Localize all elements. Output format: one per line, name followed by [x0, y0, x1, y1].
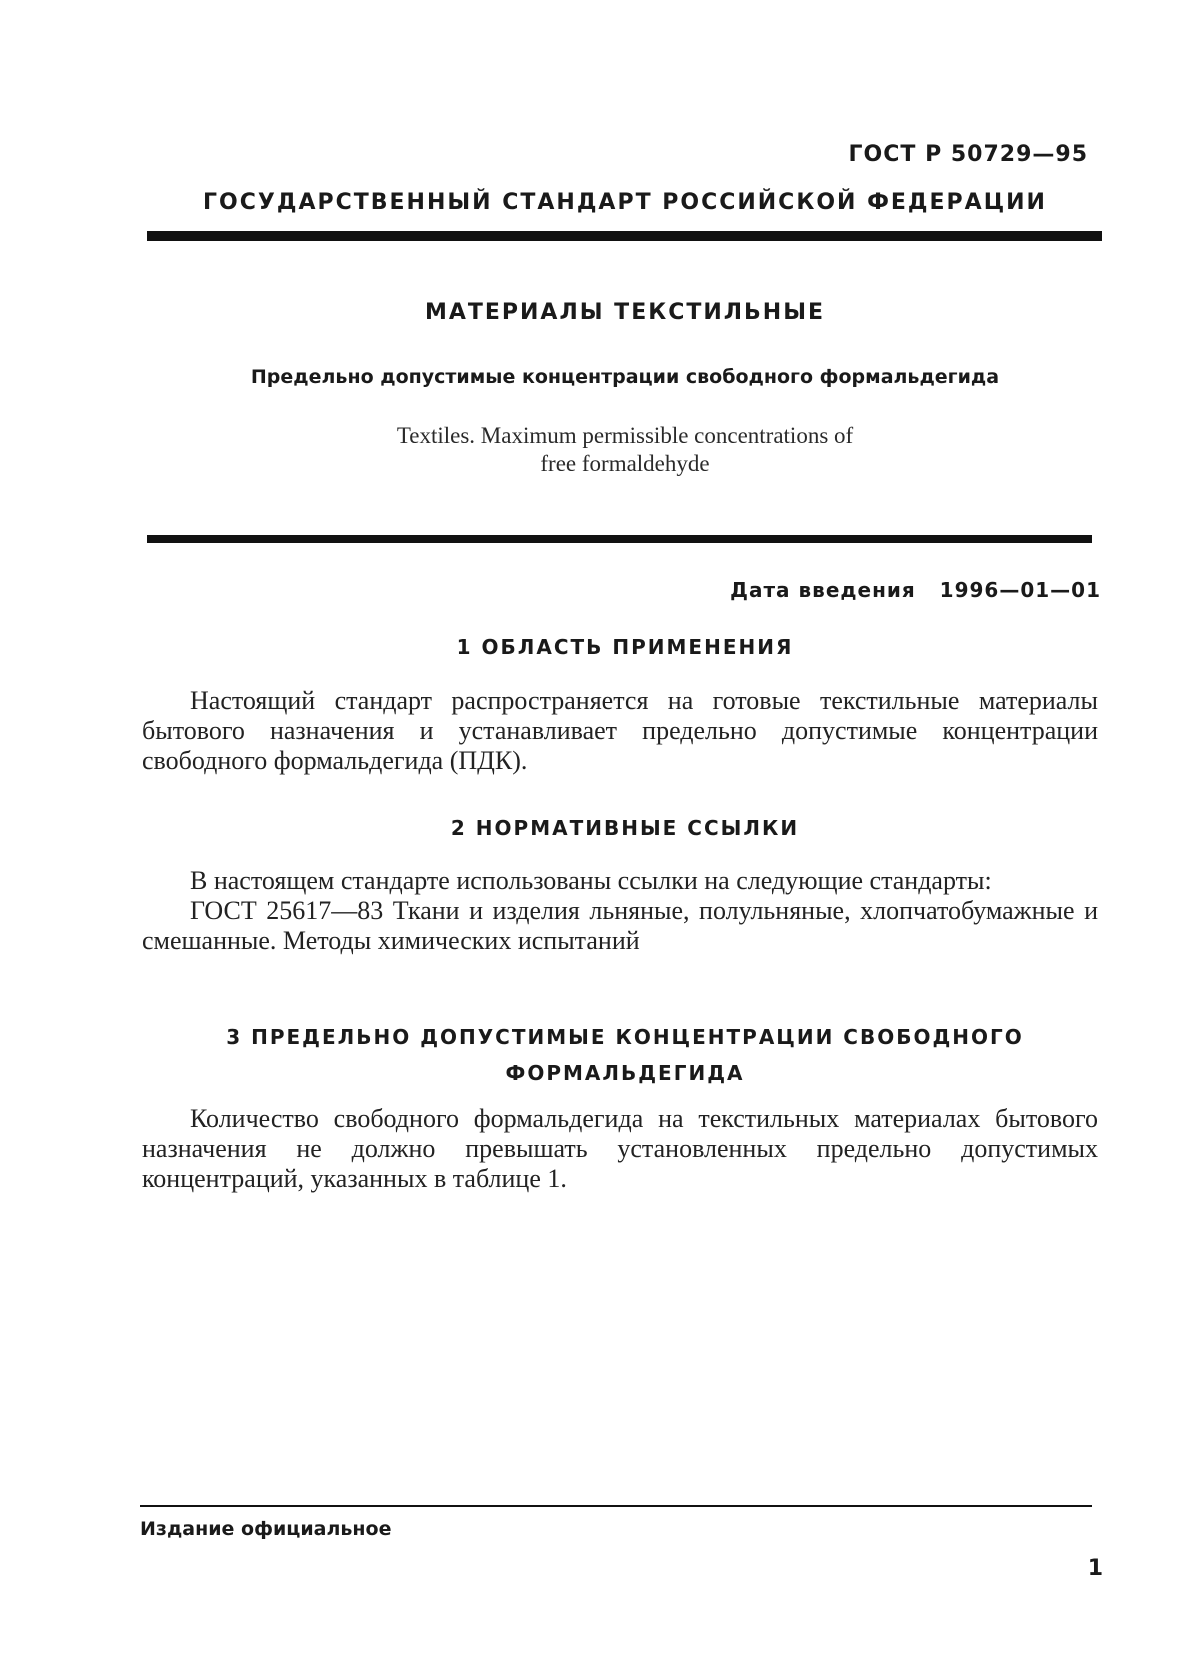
- gost-code: ГОСТ Р 50729—95: [848, 142, 1088, 167]
- section-1-heading: 1 ОБЛАСТЬ ПРИМЕНЕНИЯ: [456, 635, 794, 659]
- state-standard-title: ГОСУДАРСТВЕННЫЙ СТАНДАРТ РОССИЙСКОЙ ФЕДЕРАЦИИ: [203, 190, 1047, 215]
- english-title-line-2: free formaldehyde: [540, 451, 710, 476]
- header-rule: [147, 231, 1102, 241]
- english-title-line-1: Textiles. Maximum permissible concentrations of: [396, 423, 854, 448]
- footer-rule: [140, 1505, 1092, 1507]
- section-2-body: [142, 866, 1098, 956]
- intro-date-value: 1996—01—01: [939, 578, 1101, 602]
- document-subtitle: Предельно допустимые концентрации свободного формальдегида: [250, 366, 1000, 388]
- section-3-heading-line-1: 3 ПРЕДЕЛЬНО ДОПУСТИМЫЕ КОНЦЕНТРАЦИИ СВОБОДНОГО: [226, 1025, 1024, 1049]
- page-number: 1: [1087, 1556, 1103, 1581]
- edition-note: Издание официальное: [140, 1518, 392, 1540]
- section-1-text: Настоящий стандарт распространяется на готовые текстильные материалы бытового назначения и устанавливает предельно допустимые концентрации свободного формальдегида (ПДК).: [142, 686, 1098, 775]
- document-title: МАТЕРИАЛЫ ТЕКСТИЛЬНЫЕ: [424, 300, 826, 325]
- section-3-text: Количество свободного формальдегида на текстильных материалах бытового назначения не должно превышать установленных предельно допустимых концентраций, указанных в таблице 1.: [142, 1104, 1098, 1193]
- title-rule: [147, 535, 1092, 543]
- section-2-heading: 2 НОРМАТИВНЫЕ ССЫЛКИ: [450, 816, 800, 840]
- section-2-reference: ГОСТ 25617—83 Ткани и изделия льняные, полульняные, хлопчатобумажные и смешанные. Методы химических испытаний: [142, 896, 1098, 955]
- section-2-text: В настоящем стандарте использованы ссылки на следующие стандарты:: [190, 866, 992, 895]
- intro-date: [730, 578, 1101, 602]
- section-3-heading: [140, 1019, 1110, 1091]
- english-title: [140, 422, 1110, 478]
- section-3-heading-line-2: ФОРМАЛЬДЕГИДА: [505, 1061, 745, 1085]
- intro-date-label: Дата введения: [730, 578, 916, 602]
